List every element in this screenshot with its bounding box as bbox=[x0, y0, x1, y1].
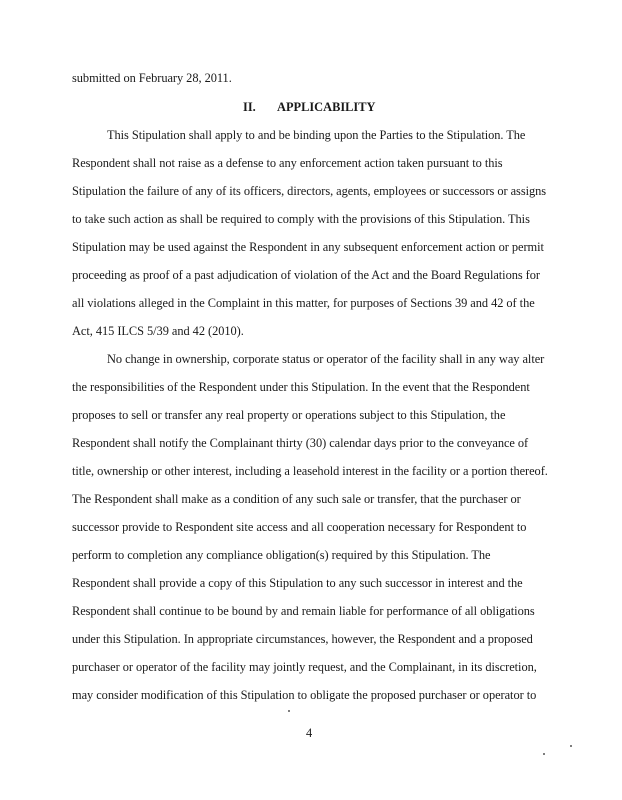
paragraph-1-line: all violations alleged in the Complaint in this matter, for purposes of Sections 39 and 42 of the bbox=[72, 296, 535, 310]
section-heading bbox=[243, 101, 375, 113]
section-number: II. bbox=[243, 100, 256, 114]
paragraph-1-line: Respondent shall not raise as a defense to any enforcement action taken pursuant to this bbox=[72, 156, 503, 170]
paragraph-1-line: This Stipulation shall apply to and be binding upon the Parties to the Stipulation. The bbox=[107, 128, 526, 142]
paragraph-2-line: successor provide to Respondent site access and all cooperation necessary for Respondent to bbox=[72, 520, 527, 534]
paragraph-1-line: to take such action as shall be required to comply with the provisions of this Stipulation. This bbox=[72, 212, 530, 226]
paragraph-2-line: perform to completion any compliance obligation(s) required by this Stipulation. The bbox=[72, 548, 491, 562]
paragraph-1-line: Act, 415 ILCS 5/39 and 42 (2010). bbox=[72, 324, 244, 338]
paragraph-1-line: Stipulation may be used against the Respondent in any subsequent enforcement action or permit bbox=[72, 240, 544, 254]
scan-speck bbox=[570, 745, 572, 747]
paragraph-1-line: proceeding as proof of a past adjudication of violation of the Act and the Board Regulations for bbox=[72, 268, 540, 282]
paragraph-2-line: Respondent shall continue to be bound by and remain liable for performance of all obligations bbox=[72, 604, 535, 618]
paragraph-2-line: Respondent shall notify the Complainant thirty (30) calendar days prior to the conveyance of bbox=[72, 436, 529, 450]
paragraph-1-line: Stipulation the failure of any of its officers, directors, agents, employees or successors or assigns bbox=[72, 184, 547, 198]
paragraph-2-line: under this Stipulation. In appropriate circumstances, however, the Respondent and a proposed bbox=[72, 632, 533, 646]
paragraph-2-line: proposes to sell or transfer any real property or operations subject to this Stipulation, the bbox=[72, 408, 506, 422]
scan-speck bbox=[543, 753, 545, 755]
page-number: 4 bbox=[306, 726, 313, 740]
scan-speck bbox=[288, 710, 290, 712]
paragraph-2-line: title, ownership or other interest, including a leasehold interest in the facility or a portion thereof. bbox=[72, 464, 548, 478]
section-title: APPLICABILITY bbox=[277, 100, 376, 114]
paragraph-2-line: the responsibilities of the Respondent under this Stipulation. In the event that the Respondent bbox=[72, 380, 530, 394]
paragraph-2-line: purchaser or operator of the facility may jointly request, and the Complainant, in its discretion, bbox=[72, 660, 537, 674]
paragraph-2-line: Respondent shall provide a copy of this Stipulation to any such successor in interest and the bbox=[72, 576, 523, 590]
continuation-line: submitted on February 28, 2011. bbox=[72, 71, 232, 85]
paragraph-2-line: may consider modification of this Stipulation to obligate the proposed purchaser or operator to bbox=[72, 688, 537, 702]
paragraph-2-line: No change in ownership, corporate status or operator of the facility shall in any way alter bbox=[107, 352, 545, 366]
paragraph-2-line: The Respondent shall make as a condition of any such sale or transfer, that the purchaser or bbox=[72, 492, 521, 506]
